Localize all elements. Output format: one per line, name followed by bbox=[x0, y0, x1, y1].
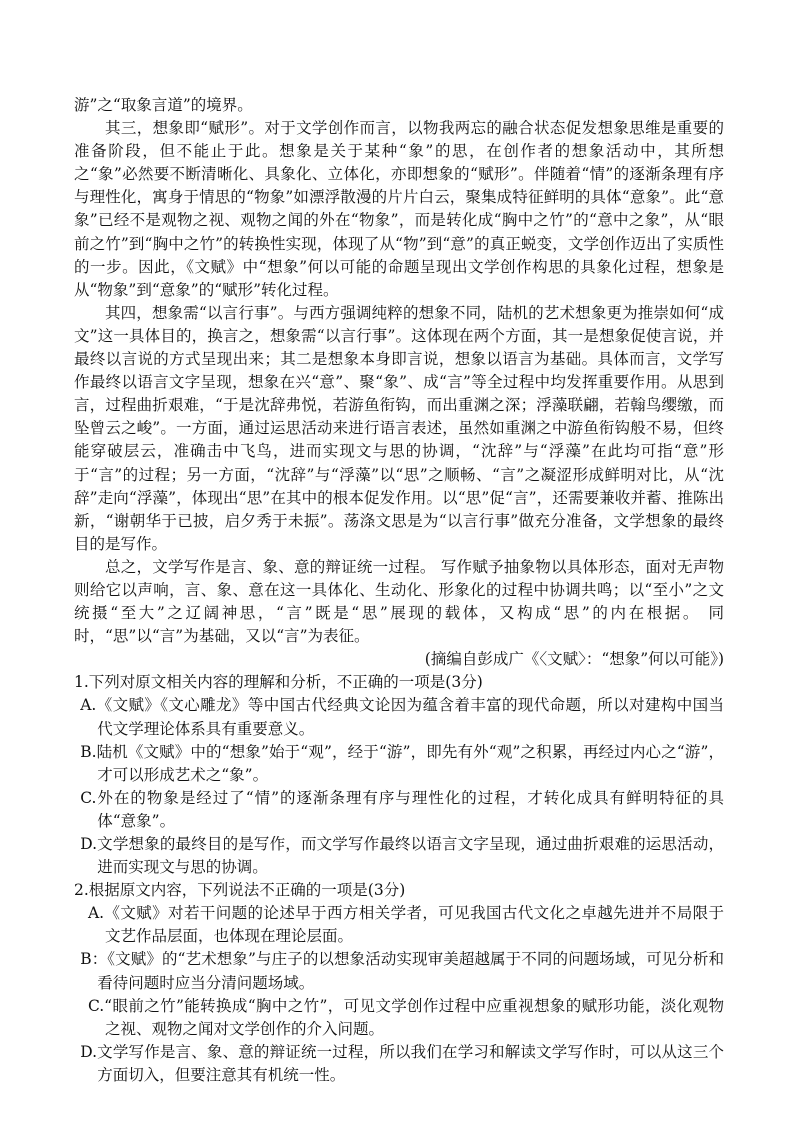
option-a: A.《文赋》对若干问题的论述早于西方相关学者，可见我国古代文化之卓越先进并不局限于文艺作品层面，也体现在理论层面。 bbox=[87, 904, 724, 946]
passage-paragraph-0: 游”之“取象言道”的境界。 bbox=[74, 96, 253, 114]
question-stem: 1.下列对原文相关内容的理解和分析，不正确的一项是(3分) bbox=[74, 673, 483, 692]
option-b: B：《文赋》的“艺术想象”与庄子的以想象活动实现审美超越属于不同的问题场域，可见分析和看待问题时应当分清问题场域。 bbox=[80, 950, 724, 992]
passage-paragraph-2: 其四，想象需“以言行事”。与西方强调纯粹的想象不同，陆机的艺术想象更为推崇如何“成文”这一具体目的，换言之，想象需“以言行事”。这体现在两个方面，其一是想象促使言说，并最终以言说的方式呈现出来；其二是想象本身即言说，想象以语言为基础。具体而言，文学写作最终以语言文字呈现，想象在兴“意”、聚“象”、成“言”等全过程中均发挥重要作用。从思到言，过程曲折艰难，“于是沈辞弗悦，若游鱼衔钩，而出重渊之深；浮藻联翩，若翰鸟缨缴，而坠曾云之峻”。一方面，通过运思活动来进行语言表述，虽然如重渊之中游鱼衔钩般不易，但终能穿破层云，准确击中飞鸟，进而实现文与思的协调，“沈辞”与“浮藻”在此均可指“意”形于“言”的过程；另一方面，“沈辞”与“浮藻”以“思”之顺畅、“言”之凝涩形成鲜明对比，从“沈辞”走向“浮藻”，体现出“思”在其中的根本促发作用。以“思”促“言”，还需要兼收并蓄、推陈出新，“谢朝华于已披，启夕秀于未振”。荡涤文思是为“以言行事”做充分准备，文学想象的最终目的是写作。 bbox=[74, 303, 724, 553]
option-d: D.文学想象的最终目的是写作，而文学写作最终以语言文字呈现，通过曲折艰难的运思活动，进而实现文与思的协调。 bbox=[80, 835, 724, 877]
option-b: B.陆机《文赋》中的“想象”始于“观”，经于“游”，即先有外“观”之积累，再经过内心之“游”，才可以形成艺术之“象”。 bbox=[80, 742, 724, 784]
option-d: D.文学写作是言、象、意的辩证统一过程，所以我们在学习和解读文学写作时，可以从这三个方面切入，但要注意其有机统一性。 bbox=[80, 1042, 724, 1084]
exam-page bbox=[74, 94, 724, 1087]
option-c: C.“眼前之竹”能转换成“胸中之竹”，可见文学创作过程中应重视想象的赋形功能，淡化观物之视、观物之闻对文学创作的介入问题。 bbox=[87, 996, 724, 1038]
option-c: C.外在的物象是经过了“情”的逐渐条理有序与理性化的过程，才转化成具有鲜明特征的具体“意象”。 bbox=[80, 788, 724, 830]
passage-source: (摘编自彭成广《〈文赋〉：“想象”何以可能》) bbox=[424, 650, 724, 669]
question-2 bbox=[74, 879, 724, 1087]
passage-paragraph-3: 总之，文学写作是言、象、意的辩证统一过程。 写作赋予抽象物以具体形态，面对无声物则给它以声响，言、象、意在这一具体化、生动化、形象化的过程中协调共鸣；以“至小”之文统摄“至大”之辽阔神思，“言”既是“思”展现的载体，又构成“思”的内在根据。 同时，“思”以“言”为基础，又以“言”为表征。 bbox=[74, 557, 724, 646]
passage-paragraph-1: 其三，想象即“赋形”。对于文学创作而言，以物我两忘的融合状态促发想象思维是重要的准备阶段，但不能止于此。想象是关于某种“象”的思，在创作者的想象活动中，其所想之“象”必然要不断清晰化、具象化、立体化，亦即想象的“赋形”。伴随着“情”的逐渐条理有序与理性化，寓身于情思的“物象”如漂浮散漫的片片白云，聚集成特征鲜明的具体“意象”。此“意象”已经不是观物之视、观物之闻的外在“物象”，而是转化成“胸中之竹”的“意中之象”，从“眼前之竹”到“胸中之竹”的转换性实现，体现了从“物”到“意”的真正蜕变，文学创作迈出了实质性的一步。因此，《文赋》中“想象”何以可能的命题呈现出文学创作构思的具象化过程，想象是从“物象”到“意象”的“赋形”转化过程。 bbox=[74, 119, 724, 299]
question-1 bbox=[74, 671, 724, 879]
question-stem: 2.根据原文内容，下列说法不正确的一项是(3分) bbox=[74, 881, 406, 900]
option-a: A.《文赋》《文心雕龙》等中国古代经典文论因为蕴含着丰富的现代命题，所以对建构中国当代文学理论体系具有重要意义。 bbox=[80, 696, 724, 738]
